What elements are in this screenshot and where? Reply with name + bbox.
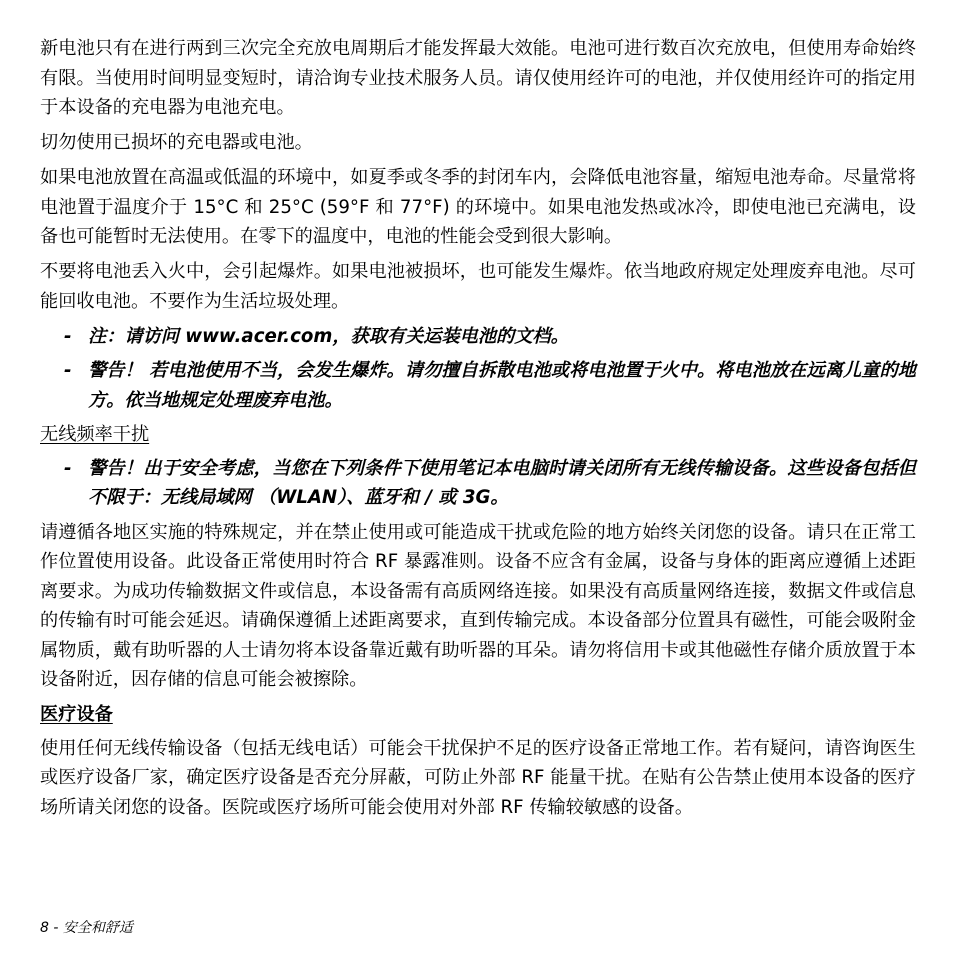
note-visit-site-text: 注：请访问 www.acer.com，获取有关运装电池的文档。 xyxy=(88,325,569,347)
document-body xyxy=(40,34,916,828)
paragraph-temperature: 如果电池放置在高温或低温的环境中，如夏季或冬季的封闭车内，会降低电池容量，缩短电池寿命。尽量常将电池置于温度介于 15°C 和 25°C (59°F 和 77°F) 的环境中。如果电池发热或冰冷，即使电池已充满电，设备也可能暂时无法使用。在零下的温度中，电池的性能会受到很大影响。 xyxy=(40,167,916,247)
note-visit-site xyxy=(40,322,916,352)
paragraph-wireless-rules: 请遵循各地区实施的特殊规定，并在禁止使用或可能造成干扰或危险的地方始终关闭您的设备。请只在正常工作位置使用设备。此设备正常使用时符合 RF 暴露准则。设备不应含有金属，设备与身体的距离应遵循上述距离要求。为成功传输数据文件或信息，本设备需有高质网络连接。如果没有高质量网络连接，数据文件或信息的传输有时可能会延迟。请确保遵循上述距离要求，直到传输完成。本设备部分位置具有磁性，可能会吸附金属物质，戴有助听器的人士请勿将本设备靠近戴有助听器的耳朵。请勿将信用卡或其他磁性存储介质放置于本设备附近，因存储的信息可能会被擦除。 xyxy=(40,521,916,690)
heading-medical-devices xyxy=(40,700,916,730)
heading-wireless-interference xyxy=(40,420,916,450)
note-wireless-warning xyxy=(40,454,916,513)
paragraph-damaged-charger: 切勿使用已损坏的充电器或电池。 xyxy=(40,132,313,153)
page-footer: 8 - 安全和舒适 xyxy=(40,920,133,936)
heading-medical-devices-text: 医疗设备 xyxy=(40,704,113,725)
note-dash: - xyxy=(64,325,72,347)
paragraph-battery-life: 新电池只有在进行两到三次完全充放电周期后才能发挥最大效能。电池可进行数百次充放电，但使用寿命始终有限。当使用时间明显变短时，请洽询专业技术服务人员。请仅使用经许可的电池，并仅使用经许可的指定用于本设备的充电器为电池充电。 xyxy=(40,38,916,118)
note-dash: - xyxy=(64,457,72,479)
heading-wireless-interference-text: 无线频率干扰 xyxy=(40,424,150,445)
paragraph-disposal: 不要将电池丢入火中，会引起爆炸。如果电池被损坏，也可能发生爆炸。依当地政府规定处理废弃电池。尽可能回收电池。不要作为生活垃圾处理。 xyxy=(40,261,916,312)
note-battery-warning xyxy=(40,356,916,415)
note-wireless-warning-text: 警告！出于安全考虑，当您在下列条件下使用笔记本电脑时请关闭所有无线传输设备。这些设备包括但不限于：无线局域网 （WLAN）、蓝牙和 / 或 3G。 xyxy=(88,457,916,508)
paragraph-medical: 使用任何无线传输设备（包括无线电话）可能会干扰保护不足的医疗设备正常地工作。若有疑问，请咨询医生或医疗设备厂家，确定医疗设备是否充分屏蔽，可防止外部 RF 能量干扰。在贴有公告禁止使用本设备的医疗场所请关闭您的设备。医院或医疗场所可能会使用对外部 RF 传输较敏感的设备。 xyxy=(40,737,916,818)
note-dash: - xyxy=(64,360,72,381)
note-battery-warning-text: 警告！ 若电池使用不当，会发生爆炸。请勿擅自拆散电池或将电池置于火中。将电池放在远离儿童的地方。依当地规定处理废弃电池。 xyxy=(88,360,916,411)
